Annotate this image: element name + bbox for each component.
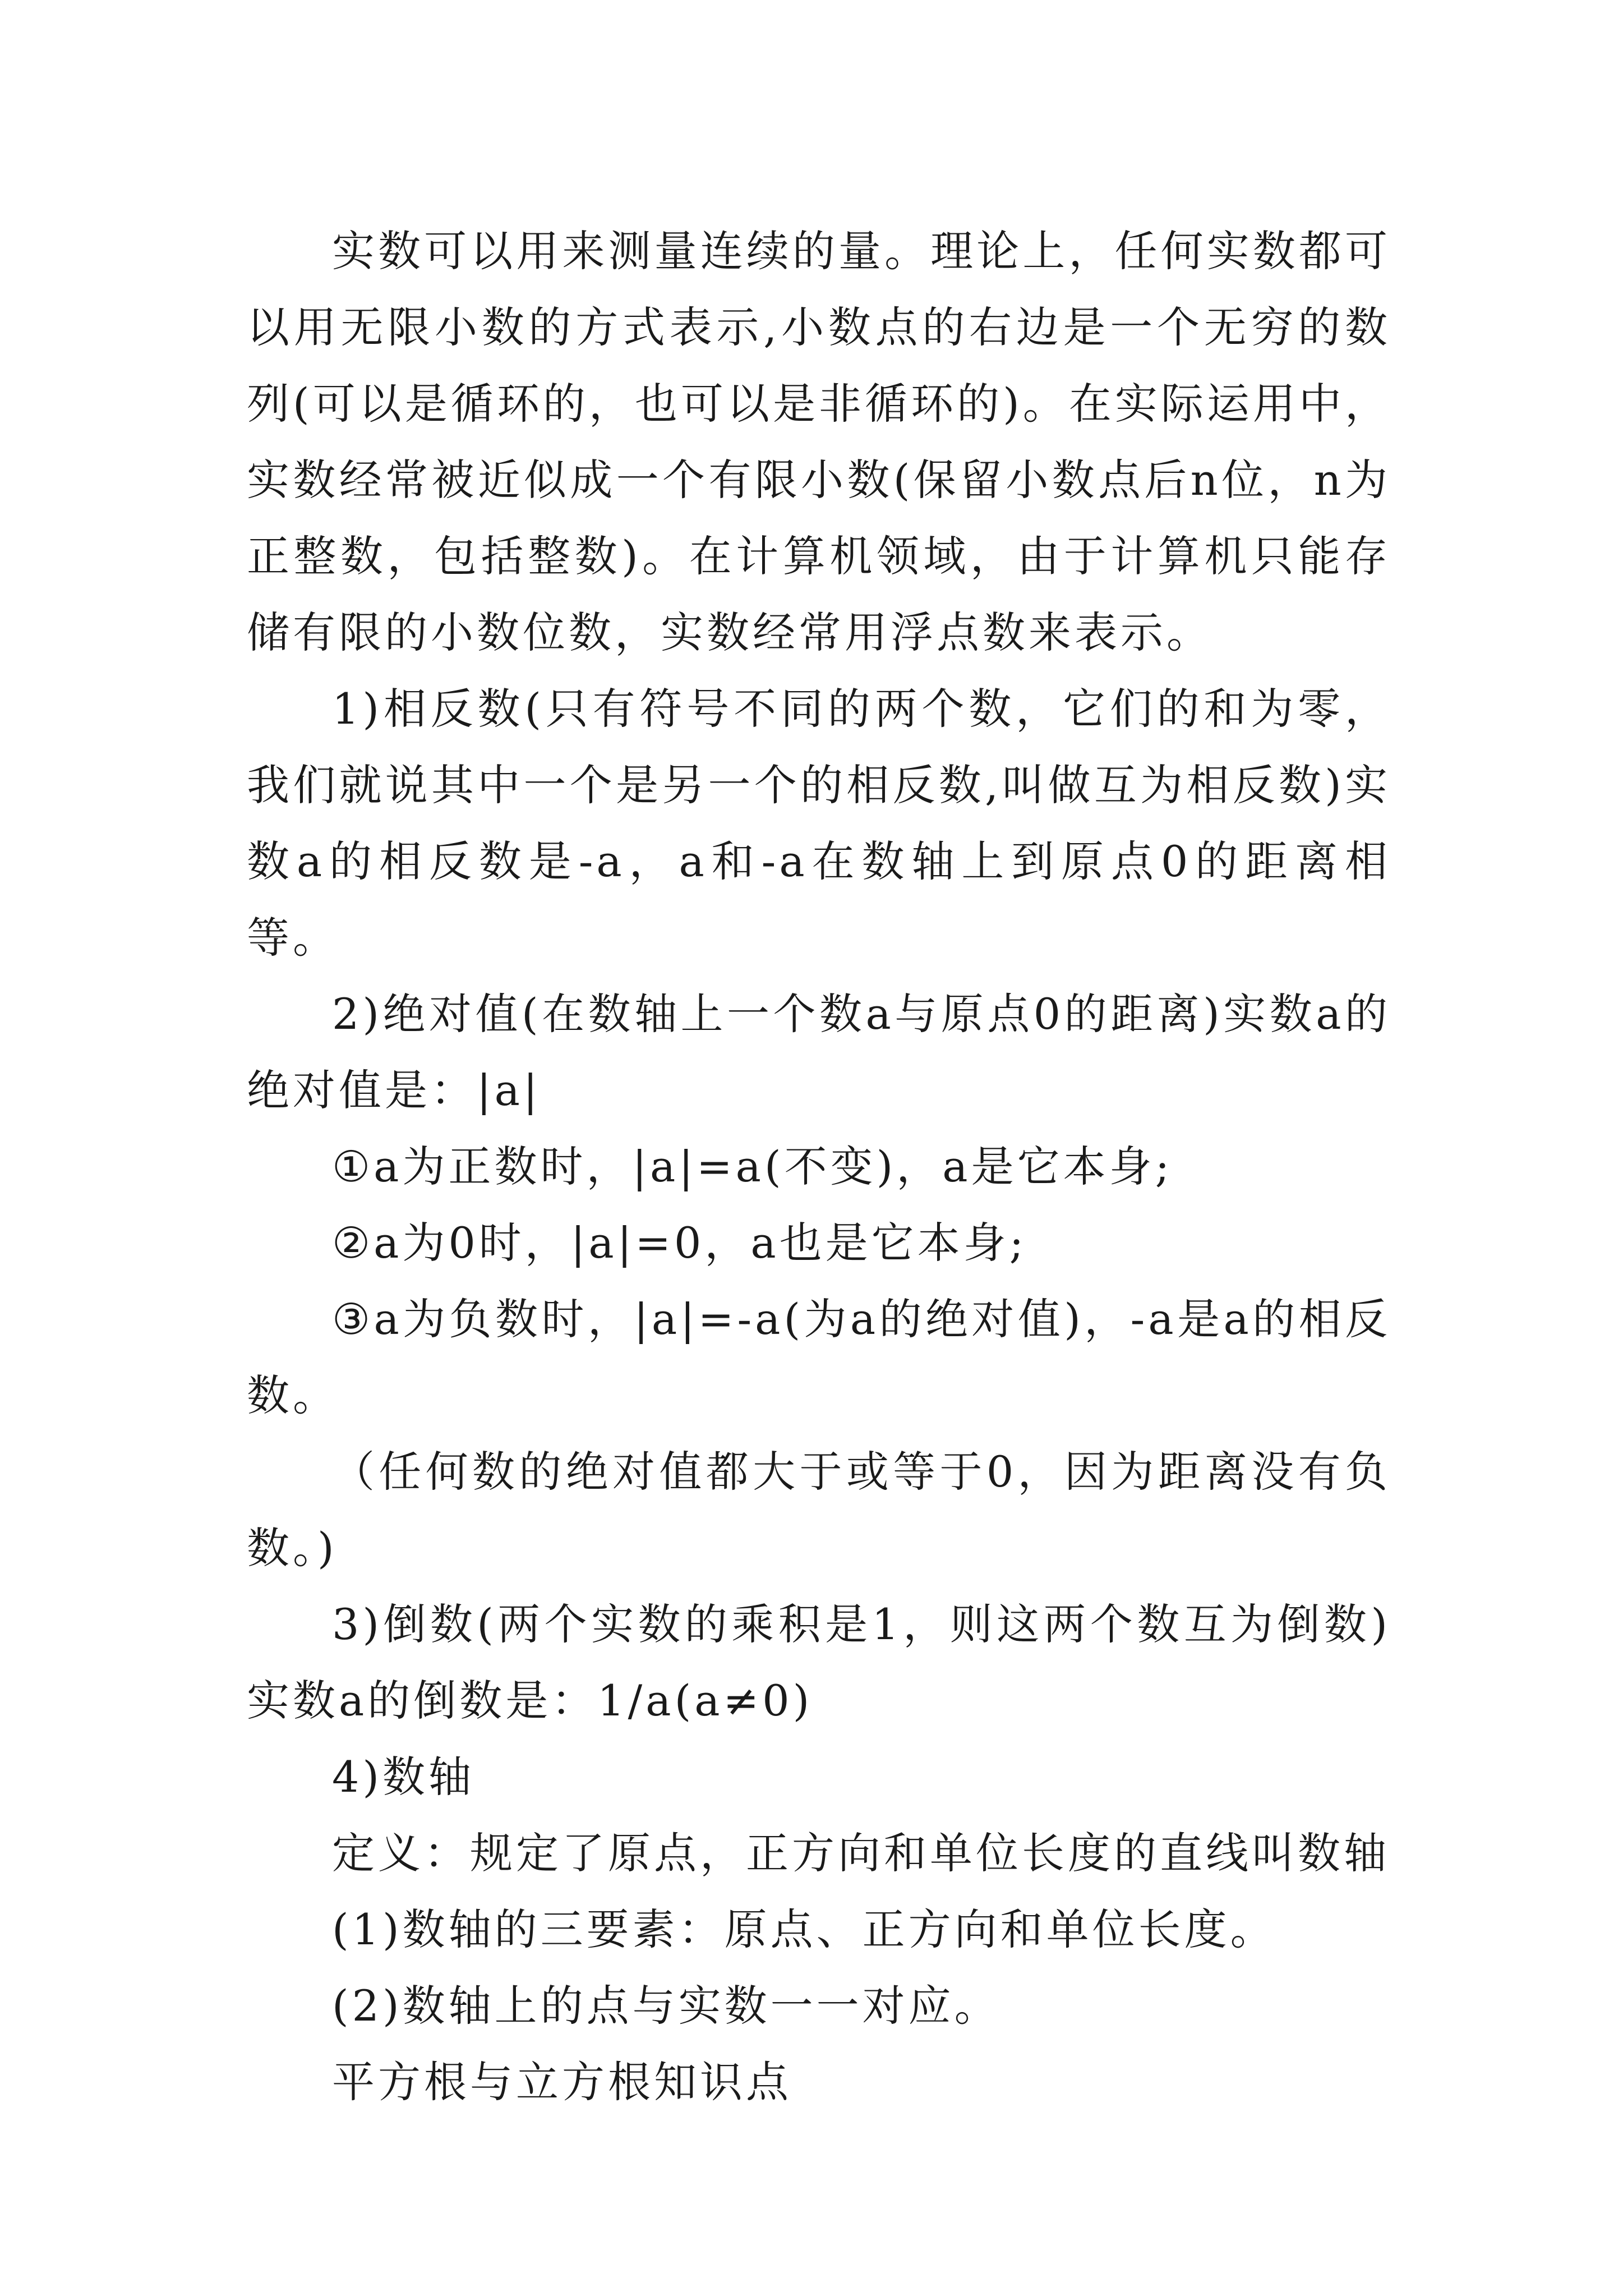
paragraph-real-numbers-intro: 实数可以用来测量连续的量。理论上，任何实数都可以用无限小数的方式表示,小数点的右边是一个无穷的数列(可以是循环的，也可以是非循环的)。在实际运用中，实数经常被近似成一个有限小数(保留小数点后n位，n为正整数，包括整数)。在计算机领域，由于计算机只能存储有限的小数位数，实数经常用浮点数来表示。 bbox=[247, 226, 1391, 657]
paragraph-reciprocal: 3)倒数(两个实数的乘积是1，则这两个数互为倒数)实数a的倒数是：1/a(a≠0) bbox=[247, 1599, 1391, 1726]
paragraph-absolute-positive: ①a为正数时，|a|=a(不变)，a是它本身; bbox=[332, 1142, 1173, 1191]
paragraph-absolute-zero: ②a为0时，|a|=0，a也是它本身; bbox=[332, 1218, 1027, 1268]
paragraph-opposite-numbers: 1)相反数(只有符号不同的两个数，它们的和为零，我们就说其中一个是另一个的相反数,叫做互为相反数)实数a的相反数是-a，a和-a在数轴上到原点0的距离相等。 bbox=[247, 684, 1391, 963]
paragraph-absolute-negative: ③a为负数时，|a|=-a(为a的绝对值)，-a是a的相反数。 bbox=[247, 1294, 1391, 1420]
paragraph-number-line-elements: (1)数轴的三要素：原点、正方向和单位长度。 bbox=[332, 1904, 1276, 1954]
paragraph-absolute-value: 2)绝对值(在数轴上一个数a与原点0的距离)实数a的绝对值是：|a| bbox=[247, 989, 1391, 1115]
paragraph-number-line-correspondence: (2)数轴上的点与实数一一对应。 bbox=[332, 1981, 1000, 2031]
document-body bbox=[247, 213, 1391, 2120]
paragraph-absolute-note: （任何数的绝对值都大于或等于0，因为距离没有负数。) bbox=[247, 1447, 1391, 1573]
paragraph-number-line-definition: 定义：规定了原点，正方向和单位长度的直线叫数轴 bbox=[332, 1828, 1390, 1878]
paragraph-number-line-heading: 4)数轴 bbox=[332, 1752, 475, 1802]
paragraph-roots-heading: 平方根与立方根知识点 bbox=[332, 2057, 792, 2107]
